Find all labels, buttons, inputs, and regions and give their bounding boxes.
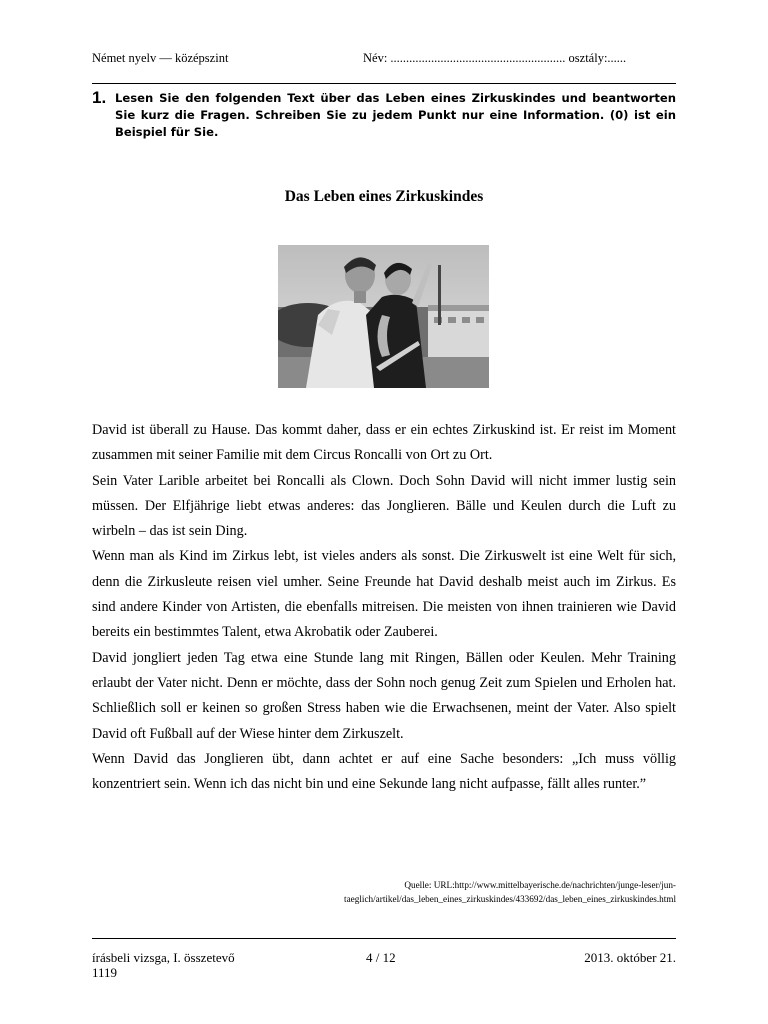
source-line-2: taeglich/artikel/das_leben_eines_zirkuskindes/433692/das_leben_eines_zirkuskindes.html <box>344 893 676 904</box>
exam-label: írásbeli vizsga, I. összetevő <box>92 950 235 965</box>
page-number: 4 / 12 <box>366 950 396 965</box>
exam-date: 2013. október 21. <box>584 950 676 965</box>
subject-label: Német nyelv — középszint <box>92 51 229 65</box>
exam-code: 1119 <box>92 965 118 980</box>
paragraph-5: Wenn David das Jonglieren übt, dann achtet er auf eine Sache besonders: „Ich muss völlig konzentriert sein. Wenn ich das nicht bin und eine Sekunde lang nicht aufpasse, fällt alles runter.” <box>92 750 676 793</box>
paragraph-4: David jongliert jeden Tag etwa eine Stunde lang mit Ringen, Bällen oder Keulen. Mehr Training erlaubt der Vater nicht. Denn er möchte, dass der Sohn noch genug Zeit zum Spielen und Erholen hat. Schließlich soll er keinen so großen Stress haben wie die Erwachsenen, meint der Vater. Also spielt David oft Fußball auf der Wiese hinter dem Zirkuszelt. <box>92 649 676 742</box>
paragraph-2: Sein Vater Larible arbeitet bei Roncalli als Clown. Doch Sohn David will nicht immer lustig sein müssen. Der Elfjährige liebt etwas anderes: das Jonglieren. Bälle und Keulen durch die Luft zu wirbeln – das ist sein Ding. <box>92 472 676 540</box>
article-photo <box>278 245 489 388</box>
header-divider <box>92 83 676 84</box>
page-header <box>92 51 676 71</box>
name-class-field: Név: ........................................................ osztály:...... <box>363 51 627 65</box>
source-citation <box>300 879 676 906</box>
task-block <box>92 90 676 141</box>
task-number: 1. <box>92 88 107 107</box>
article-title: Das Leben eines Zirkuskindes <box>284 188 484 205</box>
source-line-1: Quelle: URL:http://www.mittelbayerische.de/nachrichten/junge-leser/jun- <box>404 880 676 890</box>
footer-divider <box>92 938 676 939</box>
paragraph-3: Wenn man als Kind im Zirkus lebt, ist vieles anders als sonst. Die Zirkuswelt ist eine Welt für sich, denn die Zirkusleute reisen viel umher. Seine Freunde hat David deshalb meist auch im Zirkus. Es sind andere Kinder von Artisten, die ebenfalls mitreisen. Die meisten von ihnen trainieren wie David bereits ein bestimmtes Talent, etwa Akrobatik oder Zauberei. <box>92 548 676 641</box>
task-instruction: Lesen Sie den folgenden Text über das Leben eines Zirkuskindes und beantworten Sie kurz die Fragen. Schreiben Sie zu jedem Punkt nur eine Information. (0) ist ein Beispiel für Sie. <box>115 91 676 139</box>
article-body <box>92 418 676 797</box>
paragraph-1: David ist überall zu Hause. Das kommt daher, dass er ein echtes Zirkuskind ist. Er reist im Moment zusammen mit seiner Familie mit dem Circus Roncalli von Ort zu Ort. <box>92 422 676 464</box>
